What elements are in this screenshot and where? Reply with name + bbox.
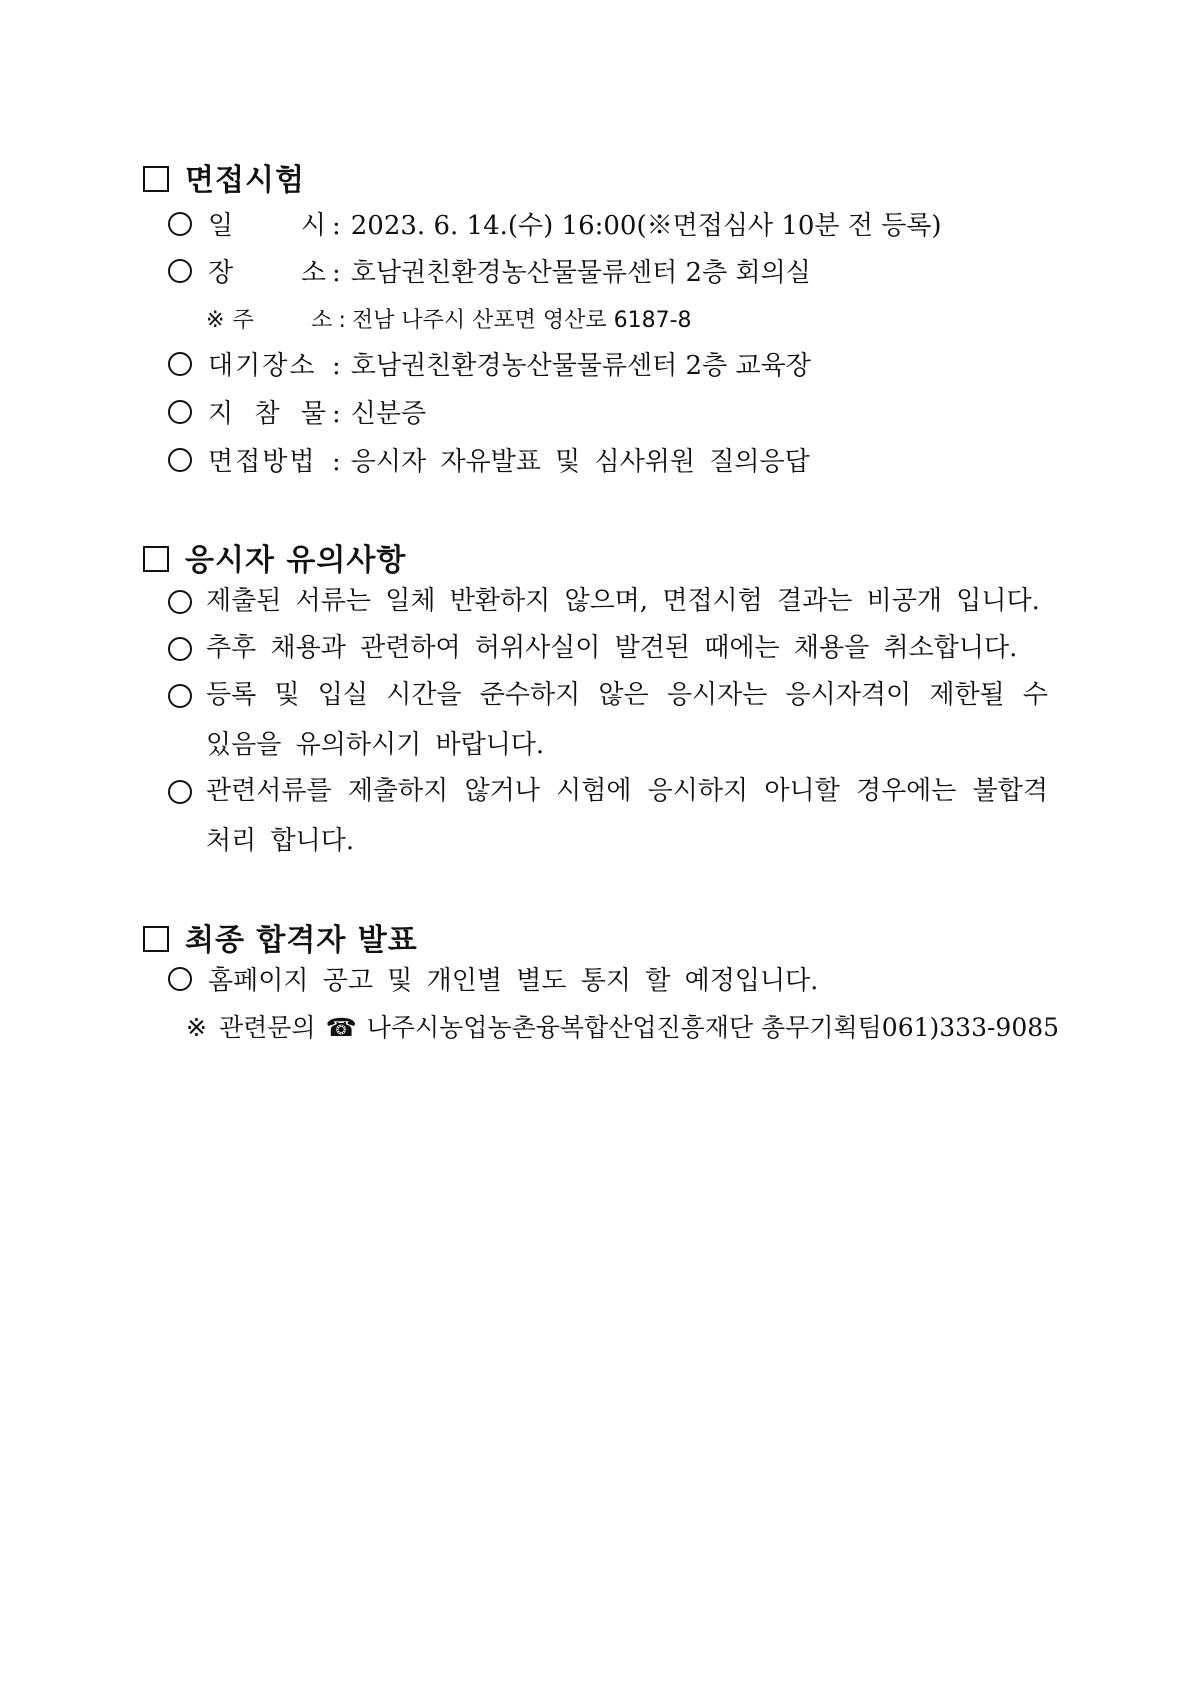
notice-item: 관련서류를 제출하지 않거나 시험에 응시하지 아니할 경우에는 불합격 처리 합니다. bbox=[168, 766, 1048, 866]
waiting-place-value: 호남권친환경농산물물류센터 2층 교육장 bbox=[350, 351, 811, 381]
checkbox-square-icon bbox=[143, 166, 169, 192]
contact-label: 관련문의 bbox=[218, 1013, 316, 1042]
section-title-interview: 면접시험 bbox=[143, 155, 305, 199]
checkbox-square-icon bbox=[143, 546, 169, 572]
circle-bullet-icon bbox=[168, 352, 192, 376]
interview-datetime-value: 2023. 6. 14.(수) 16:00(※면접심사 10분 전 등록) bbox=[350, 211, 942, 241]
circle-bullet-icon bbox=[168, 212, 192, 236]
interview-address-line: ※ 주 소 : 전남 나주시 산포면 영산로 6187-8 bbox=[206, 303, 692, 334]
reference-mark: ※ bbox=[206, 308, 225, 333]
announcement-line bbox=[168, 960, 818, 997]
notice-item: 추후 채용과 관련하여 허위사실이 발견된 때에는 채용을 취소합니다. bbox=[168, 623, 1048, 673]
circle-bullet-icon bbox=[168, 967, 192, 991]
circle-bullet-icon bbox=[168, 590, 192, 614]
notice-item: 등록 및 입실 시간을 준수하지 않은 응시자는 응시자격이 제한될 수 있음을 유의하시기 바랍니다. bbox=[168, 670, 1048, 770]
waiting-place-line: 대기장소 : 호남권친환경농산물물류센터 2층 교육장 bbox=[168, 345, 811, 382]
telephone-icon: ☎ bbox=[325, 1013, 357, 1042]
circle-bullet-icon bbox=[168, 780, 192, 804]
interview-place-line: 장 소 : 호남권친환경농산물물류센터 2층 회의실 bbox=[168, 252, 811, 289]
announcement-text: 홈페이지 공고 및 개인별 별도 통지 할 예정입니다. bbox=[208, 966, 819, 996]
label-address: 주 소 bbox=[232, 308, 333, 333]
belongings-value: 신분증 bbox=[350, 399, 427, 429]
section-title-final-announcement: 최종 합격자 발표 bbox=[143, 915, 418, 959]
label-datetime: 일 시 bbox=[208, 211, 326, 241]
circle-bullet-icon bbox=[168, 684, 192, 708]
interview-method-line: 면접방법 : 응시자 자유발표 및 심사위원 질의응답 bbox=[168, 441, 810, 478]
circle-bullet-icon bbox=[168, 400, 192, 424]
belongings-line: 지 참 물 : 신분증 bbox=[168, 393, 426, 430]
reference-mark: ※ bbox=[186, 1013, 207, 1042]
label-place: 장 소 bbox=[208, 258, 326, 288]
interview-datetime-line: 일 시 : 2023. 6. 14.(수) 16:00(※면접심사 10분 전 등록) bbox=[168, 205, 942, 242]
notice-item: 제출된 서류는 일체 반환하지 않으며, 면접시험 결과는 비공개 입니다. bbox=[168, 576, 1048, 626]
label-waiting-place: 대기장소 bbox=[208, 351, 317, 381]
checkbox-square-icon bbox=[143, 926, 169, 952]
label-belongings: 지 참 물 bbox=[208, 399, 326, 429]
contact-text: 나주시농업농촌융복합산업진흥재단 총무기획팀061)333-9085 bbox=[366, 1013, 1060, 1042]
interview-address-value: 전남 나주시 산포면 영산로 6187-8 bbox=[351, 308, 692, 333]
circle-bullet-icon bbox=[168, 259, 192, 283]
circle-bullet-icon bbox=[168, 448, 192, 472]
contact-line bbox=[186, 1008, 1059, 1044]
circle-bullet-icon bbox=[168, 637, 192, 661]
interview-method-value: 응시자 자유발표 및 심사위원 질의응답 bbox=[350, 447, 810, 477]
interview-place-value: 호남권친환경농산물물류센터 2층 회의실 bbox=[350, 258, 811, 288]
section-title-notices: 응시자 유의사항 bbox=[143, 535, 406, 579]
label-interview-method: 면접방법 bbox=[208, 447, 317, 477]
